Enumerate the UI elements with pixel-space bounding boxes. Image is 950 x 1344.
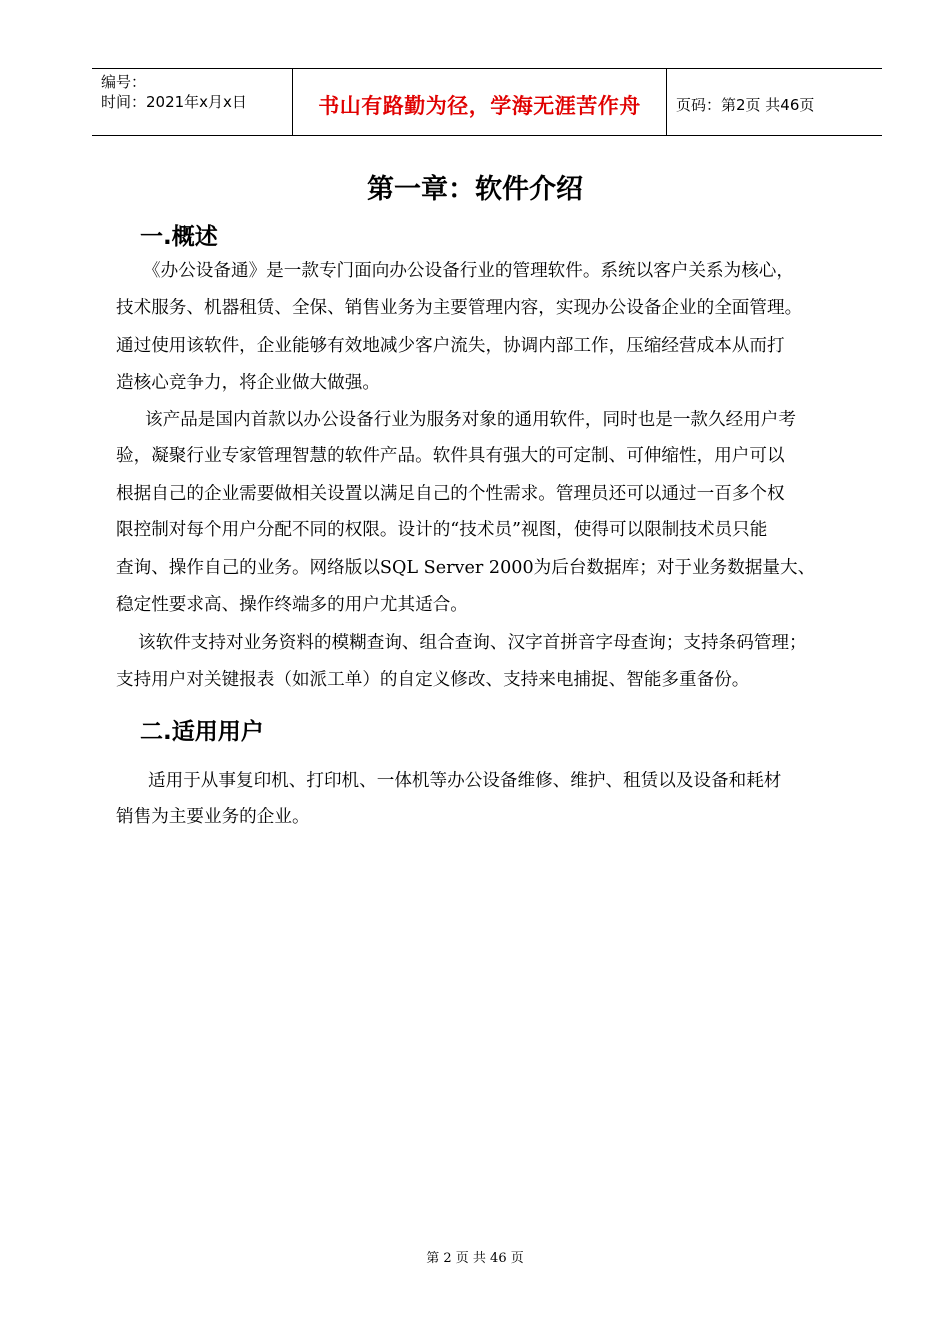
paragraph-line: 根据自己的企业需要做相关设置以满足自己的个性需求。管理员还可以通过一百多个权: [116, 484, 785, 504]
header-page-cell: [667, 69, 882, 135]
time-label: 时间：2021年x月x日: [101, 93, 247, 111]
header-motto-cell: [293, 69, 667, 135]
paragraph-line: 销售为主要业务的企业。: [116, 807, 310, 827]
paragraph-line: 该产品是国内首款以办公设备行业为服务对象的通用软件，同时也是一款久经用户考: [145, 410, 796, 430]
paragraph-line: 技术服务、机器租赁、全保、销售业务为主要管理内容，实现办公设备企业的全面管理。: [116, 298, 803, 318]
chapter-title: 第一章：软件介绍: [367, 174, 583, 205]
paragraph-line: 通过使用该软件，企业能够有效地减少客户流失，协调内部工作，压缩经营成本从而打: [116, 336, 785, 356]
paragraph-line: 造核心竞争力，将企业做大做强。: [116, 373, 380, 393]
header-meta-cell: [92, 69, 293, 135]
paragraph-line: 限控制对每个用户分配不同的权限。设计的“技术员”视图，使得可以限制技术员只能: [116, 520, 768, 540]
page-footer: 第 2 页 共 46 页: [426, 1251, 524, 1266]
paragraph-line: 适用于从事复印机、打印机、一体机等办公设备维修、维护、租赁以及设备和耗材: [148, 771, 782, 791]
paragraph-line: 该软件支持对业务资料的模糊查询、组合查询、汉字首拼音字母查询；支持条码管理；: [138, 633, 807, 653]
paragraph-line: 查询、操作自己的业务。网络版以SQL Server 2000为后台数据库；对于业务数据量大、: [116, 558, 816, 578]
paragraph-line: 《办公设备通》是一款专门面向办公设备行业的管理软件。系统以客户关系为核心，: [143, 261, 794, 281]
section-heading-users: 二.适用用户: [140, 719, 264, 745]
code-label: 编号：: [101, 73, 147, 91]
document-header: [92, 68, 882, 136]
paragraph-line: 验，凝聚行业专家管理智慧的软件产品。软件具有强大的可定制、可伸缩性，用户可以: [116, 446, 785, 466]
page-info: 页码：第2页 共46页: [676, 96, 815, 114]
paragraph-line: 支持用户对关键报表（如派工单）的自定义修改、支持来电捕捉、智能多重备份。: [116, 670, 750, 690]
section-heading-overview: 一.概述: [140, 224, 218, 250]
motto: 书山有路勤为径，学海无涯苦作舟: [318, 94, 641, 118]
paragraph-line: 稳定性要求高、操作终端多的用户尤其适合。: [116, 595, 468, 615]
